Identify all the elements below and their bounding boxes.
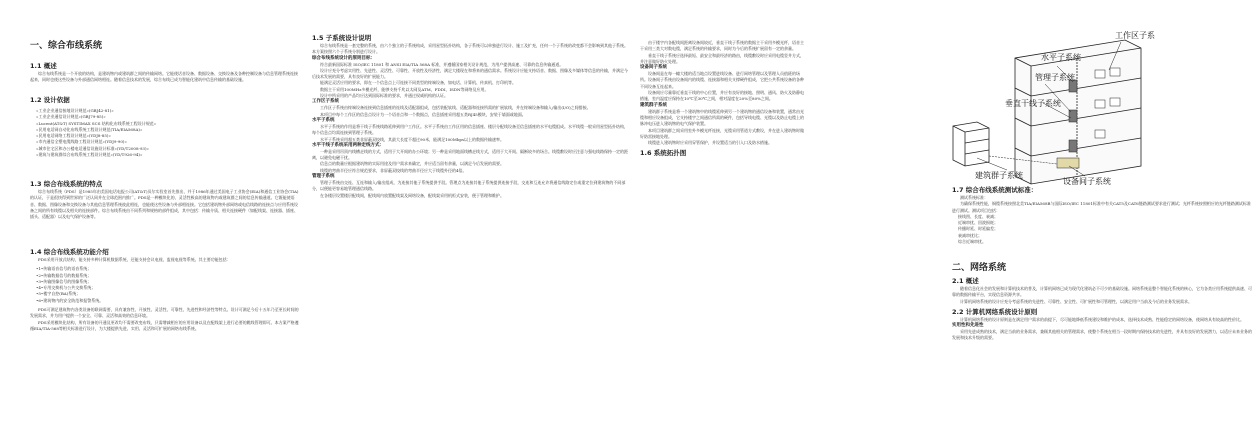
paragraph: 水平子系统的作用是将干线子系统线路延伸到用户工作区。水平子系统由工作区用的信息插座、楼层分配线设备至信息插座的水平电缆组成。水平线缆一般采用星型拓扑结构，每个信息点均需连接到管理子系统。 bbox=[312, 123, 628, 136]
list-item: «城市住宅区和办公楼电话通信设施设计标准»(YD/T2008-93)» bbox=[36, 145, 149, 151]
heading-1-5: 1.5 子系统设计说明 bbox=[312, 34, 372, 42]
paragraph: 管理子系统由交连、互连和输入/输出组成，为连接其他子系统提供手段。管理点为连接其他子系统提供连接手段，交连和互连允许将通信线路定位或重定位到建筑物的不同部分，以便能更容易地管理通信线路。 bbox=[312, 180, 626, 192]
paragraph: 工作区子系统由终端设备连接到信息插座的连线及适配器组成，包括装配软线、适配器和连接所需的扩展软线，并在终端设备和输入/输出(I/O)之间搭接。 bbox=[320, 105, 591, 111]
list-item: «工业企业通信接地设计规范»(GBJ42-81)» bbox=[36, 108, 114, 113]
subheading: 实用性和先进性 bbox=[952, 323, 984, 329]
paragraph: 设计应充分考虑实用性、先进性、灵活性、可靠性、开放性及经济性，满足大楼现在和将来的通信需求。系统设计应能支持语音、数据、图像及多媒体等信息的传输，并满足今后技术发展的需要，具有良好的扩展能力。 bbox=[312, 67, 628, 80]
document-page-4 bbox=[952, 0, 1252, 428]
paragraph: 由于楼宇内各配线间距离设备间较近，垂直干线子系统的数据主干采用多模光纤，语音主干采用三类大对数电缆，满足系统的传输要求，同时为今后的系统扩展留有一定的余量。 bbox=[640, 40, 804, 52]
list-item: 近端串扰、回波损耗； bbox=[958, 220, 998, 226]
list-item: «民用电话网络工程设计规范»(YDJ8-85)» bbox=[36, 133, 111, 139]
list-item: 传播时延、时延偏差； bbox=[958, 226, 998, 232]
list-item: •4•专用交换机与公共交换系统； bbox=[36, 285, 96, 291]
paragraph: 建筑群子系统是将一个建筑物中的线缆延伸到另一个建筑物的通信设备和装置，通常由光缆和相应设备组成，它支持楼宇之间通信所需的硬件，包括导线电缆、光缆以及防止电缆上的脉冲电压进入建筑物的电气保护装置。 bbox=[640, 108, 804, 127]
list-item: «建筑与建筑群综合布线系统工程设计规范»(YD/T926-94)» bbox=[36, 152, 143, 158]
subheading: 综合布线系统设计的原则目标： bbox=[312, 55, 375, 61]
paragraph: 计算机网络系统的设计应充分考虑系统的先进性、可靠性、安全性、可扩展性和可管理性，以满足用户当前及今后的业务发展需求。 bbox=[960, 298, 1192, 304]
label-workarea-subsystem: 工作区子系 bbox=[1115, 31, 1155, 40]
document-page-1 bbox=[30, 0, 300, 428]
subheading: 管理子系统 bbox=[312, 174, 335, 180]
list-item: «Lucent(AT&T) SYSTIMAX SCS 结构化布线系统工程设计规范» bbox=[36, 120, 157, 126]
paragraph: 设计中所采用的产品均应达到国际标准的要求，并通过权威机构的认证。 bbox=[320, 93, 448, 99]
paragraph: 水平子系统采用超五类非屏蔽双绞线，其最大长度不超过90米，能满足100Mbps以上的数据传输速率。 bbox=[320, 136, 504, 142]
list-item: •3•传输图像信号的图像系统； bbox=[36, 278, 92, 284]
paragraph: 线缆进入建筑物时应采用穿管保护，并设置适当的引入口及防水措施。 bbox=[648, 140, 772, 146]
subheading: 建筑群子系统 bbox=[640, 102, 667, 108]
subheading: 设备间子系统 bbox=[640, 65, 667, 71]
paragraph: 随着信息化社会的发展和计算机技术的普及，计算机网络已成为现代化建筑必不可少的基础设施。网络系统是整个智能化系统的核心，它为各类应用系统提供高速、可靠的数据传输平台，实现信息资源共享。 bbox=[952, 286, 1252, 298]
paragraph: 设备间是在每一幢大楼的适当地点设置进线设备、进行网络管理以及管理人员值班的场所。设备间子系统由设备间内的线缆、连接器和相关支撑硬件组成，它把公共系统设备的各种不同设备互连起来。 bbox=[640, 71, 804, 89]
heading-1-3: 1.3 综合布线系统的特点 bbox=[30, 180, 103, 188]
list-item: •1•传输语音信号的语音系统； bbox=[36, 266, 92, 272]
paragraph: 本项目建筑群之间采用室外多模光纤连接，光缆采用管道方式敷设，并在进入建筑物时做好防雷接地处理。 bbox=[640, 127, 804, 139]
list-item: 接线图、长度、衰减； bbox=[958, 213, 998, 219]
subheading: 水平子系统 bbox=[312, 117, 335, 123]
section-heading-cabling: 一、综合布线系统 bbox=[30, 41, 103, 51]
paragraph: PDS采用开放式结构，能支持多种计算机数据系统，还能支持会议电视、监视电视等系统。其主要功能包括： bbox=[38, 257, 231, 262]
list-item: «市内通信全塑电缆线路工程设计规范»(YDJ9-90)» bbox=[36, 139, 127, 145]
list-item: «工业企业通信设计规范»(GBJ79-85)» bbox=[36, 114, 106, 120]
paragraph: 综合布线系统是一套完整的系统，由六个独立的子系统构成，采用星型拓扑结构，各子系统可以单独进行设计、施工及扩充，任何一个子系统的改变都不会影响到其他子系统。本方案按照六个子系统分别进行设计。 bbox=[312, 43, 628, 55]
document-page-3 bbox=[640, 0, 944, 428]
paragraph: 能满足灵活应用的要求，即在一个信息点上可连接不同类型的终端设备，如电话、计算机、传真机、打印机等。 bbox=[320, 80, 516, 86]
paragraph: PDS采用模块化结构，所有设备的开通及更改均不需要改变布线，只需增减相应的应用设备以及在配线架上进行必要的跳线管理即可。本方案严格遵循EIA/TIA-568等相关标准进行设计，为大楼提供先进、实用、灵活和可扩展的网络布线系统。 bbox=[30, 319, 299, 331]
paragraph: 线缆的弯曲半径应符合规范要求，非屏蔽双绞线的弯曲半径应大于线缆外径的4倍。 bbox=[320, 167, 467, 173]
paragraph: 数据主干采用100MHz多模光纤，能够支持千兆以太网及ATM、FDDI、ISDN等网络及应用。 bbox=[320, 86, 489, 92]
paragraph: 综合布线系统（PDS）是1985年由美国电话电报公司(AT&T)贝尔实验室首先推出，并于1986年通过美国电子工业协会(EIA)和通信工业协会(TIA)的认证，于是很快得到世界的广泛认同并在全球范围内推广。PDS是一种模块化的、灵活性极高的建筑物内或建筑群之间的信息传输通道。它既能使语音、数据、图像设备和交换设备与其他信息管理系统彼此相连，也能使这些设备与外部相连接。它包括建筑物外部网络或电信线路的连接点与应用系统设备之间的所有线缆以及相关的连接部件。综合布线系统由不同系列和规格的部件组成，其中包括：传输介质、相关连接硬件（如配线架、连接器、插座、插头、适配器）以及电气保护设备等。 bbox=[30, 189, 299, 220]
heading-1-7: 1.7 综合布线系统测试标准： bbox=[952, 186, 1038, 194]
label-campus-subsystem: 建筑群子系统 bbox=[975, 171, 1023, 180]
list-item: 衰减串扰比； bbox=[958, 232, 982, 238]
paragraph: 综合布线系统是一个开放的结构，是建筑物内或建筑群之间的传输网络。它能使话音设备、数据设备、交换设备及各种控制设备与信息管理系统连接起来，同时也使这些设备与外部通信网络相连。随着信息技术的发展，综合布线已成为智能化建筑中信息传输的基础设施。 bbox=[30, 71, 298, 83]
heading-2-1: 2.1 概述 bbox=[952, 277, 979, 285]
paragraph: 信息点的数量应根据建筑物的实际用途及用户需求来确定，并应适当留有余量，以满足今后发展的需要。 bbox=[320, 161, 504, 167]
subheading: 工作区子系统 bbox=[312, 99, 339, 105]
heading-2-2: 2.2 计算机网络系统设计原则 bbox=[952, 307, 1038, 316]
heading-1-6: 1.6 系统拓扑图 bbox=[640, 149, 687, 158]
heading-1-2: 1.2 设计依据 bbox=[30, 96, 70, 104]
section-heading-network: 二、网络系统 bbox=[952, 263, 1007, 273]
paragraph: 设备间应尽量靠近垂直干线的中心位置，并应有良好的接地、照明、通风、防火及防静电措施，室内温度应保持在10℃至30℃之间，相对湿度在20%至80%之间。 bbox=[640, 90, 804, 102]
heading-1-1: 1.1 概述 bbox=[30, 62, 57, 70]
paragraph: 垂直干线子系统应选择最短、最安全和最经济的路由，线缆敷设时应采用电缆竖井方式，并注意做好防火处理。 bbox=[640, 52, 804, 64]
list-item: •2•传输数据信号的数据系统； bbox=[36, 272, 92, 278]
paragraph: 本项目中每个工作区的信息点设计为一个语音点和一个数据点，信息插座采用超五类RJ45模块，安装于墙面或地面。 bbox=[320, 111, 526, 117]
paragraph: 计算机网络系统的设计原则是在满足用户需求的前提下，尽可能地降低系统建设和维护的成本，选择技术成熟、性能稳定的网络设备，使网络具有较高的性价比。 bbox=[960, 316, 1244, 322]
document-page-2 bbox=[312, 0, 630, 428]
list-item: •5•楼宇自控(BA)系统； bbox=[36, 291, 81, 297]
paragraph: 一种是采用吊顶内线槽走线的方式，适用于大开间的办公环境；另一种是采用地面线槽走线方式，适用于大开间、隔断较多的场合。线缆敷设时应注意与强电线路保持一定的距离，以避免电磁干扰。 bbox=[312, 148, 628, 161]
paragraph: 符合最新国际标准 ISO/IEC 11801 和 ANSI EIA/TIA 568A 标准，并遵循国家相关设计规范，为用户提供高速、可靠的信息传输通道。 bbox=[320, 61, 564, 67]
paragraph: 在各楼层设置楼层配线间，配线间内放置配线架及网络设备，配线架采用机柜式安装，便于管理和维护。 bbox=[320, 192, 504, 198]
list-item: «民用电话网自动化布线系统工程设计规范(TIA/EIA568A)» bbox=[36, 126, 143, 132]
list-item: •6•建筑物内的安全防范和报警系统。 bbox=[36, 297, 104, 303]
list-item: 综合近端串扰。 bbox=[958, 239, 986, 245]
label-horizontal-subsystem: 水平子系统 bbox=[1041, 53, 1081, 62]
paragraph: 为确保系统性能，铜缆系统按照北美TIA/EIA568B与国际ISO/IEC 11801标准中有关CAT5及CAT6链路测试要求进行测试；光纤系统按照相应的光纤链路测试标准进行测试。测试项目包括： bbox=[952, 201, 1251, 213]
subheading: 水平干线子系统采用两种走线方式： bbox=[312, 142, 384, 148]
heading-1-4: 1.4 综合布线系统功能介绍 bbox=[30, 248, 109, 256]
paragraph: 采用先进成熟的技术，满足当前的业务需求，兼顾其他相关的管理需求，使整个系统在相当一段时期内保持技术的先进性，并具有良好的发展潜力，以适应未来业务的发展和技术升级的需要。 bbox=[952, 329, 1252, 341]
label-backbone-subsystem: 垂直干线子系统 bbox=[1005, 99, 1061, 108]
label-equipment-subsystem: 设备间子系统 bbox=[1063, 177, 1111, 186]
label-management-subsystem: 管理子系统 bbox=[1035, 73, 1075, 82]
paragraph: PDS可满足建筑物内各类设备的联网需要，具有兼容性、开放性、灵活性、可靠性、先进性和经济性等特点。设计可满足今后十五年乃至更长时间的发展需求，并为用户提供一个安全、可靠、灵活和高效的信息环境。 bbox=[30, 307, 299, 319]
paragraph: 测试系统标准： bbox=[960, 195, 988, 200]
